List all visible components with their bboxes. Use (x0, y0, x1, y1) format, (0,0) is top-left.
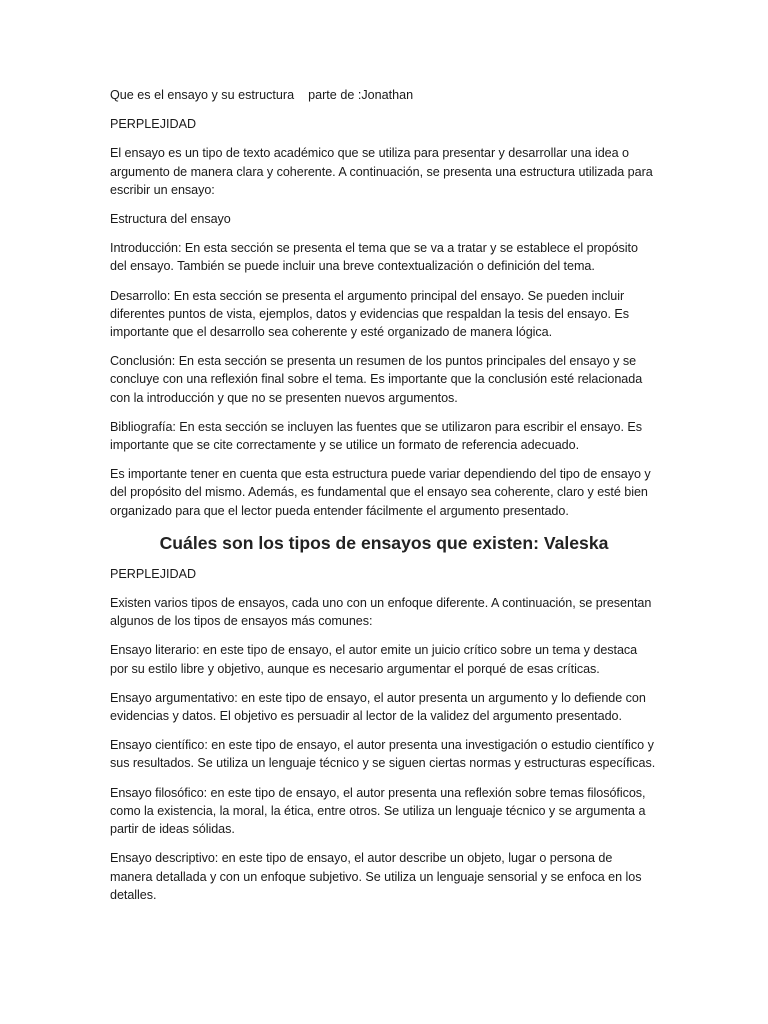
intro-paragraph: El ensayo es un tipo de texto académico que se utiliza para presentar y desarrollar una idea o argumento de manera clara y coherente. A continuación, se presenta una estructura utilizada para escribir un ensayo: (110, 146, 653, 197)
types-heading: Cuáles son los tipos de ensayos que existen: Valeska (159, 532, 609, 553)
argumentativo-paragraph: Ensayo argumentativo: en este tipo de ensayo, el autor presenta un argumento y lo defiende con evidencias y datos. El objetivo es persuadir al lector de la validez del argumento presentado. (110, 690, 646, 724)
bibliografia-paragraph: Bibliografía: En esta sección se incluyen las fuentes que se utilizaron para escribir el ensayo. Es importante que se cite correctamente y se utilice un formato de referencia adecuado. (110, 419, 642, 453)
types-intro-paragraph: Existen varios tipos de ensayos, cada uno con un enfoque diferente. A continuación, se presentan algunos de los tipos de ensayos más comunes: (110, 596, 652, 629)
cientifico-paragraph: Ensayo científico: en este tipo de ensayo, el autor presenta una investigación o estudio científico y sus resultados. Se utiliza un lenguaje técnico y se siguen ciertas normas y estructuras específicas. (110, 738, 656, 771)
desarrollo-paragraph: Desarrollo: En esta sección se presenta el argumento principal del ensayo. Se pueden incluir diferentes puntos de vista, ejemplos, datos y evidencias que respaldan la tesis del ensayo. Es importante que el desarrollo sea coherente y esté organizado de manera lógica. (110, 288, 629, 340)
descriptivo-paragraph: Ensayo descriptivo: en este tipo de ensayo, el autor describe un objeto, lugar o persona de manera detallada y con un enfoque subjetivo. Se utiliza un lenguaje sensorial y se enfoca en los detalles. (110, 851, 642, 902)
filosofico-paragraph: Ensayo filosófico: en este tipo de ensayo, el autor presenta una reflexión sobre temas filosóficos, como la existencia, la moral, la ética, entre otros. Se utiliza un lenguaje técnico y se argumenta a partir de ideas sólidas. (110, 785, 646, 837)
structure-subheading: Estructura del ensayo (110, 212, 231, 227)
closing-paragraph: Es importante tener en cuenta que esta estructura puede variar dependiendo del tipo de ensayo y del propósito del mismo. Además, es fundamental que el ensayo sea coherente, claro y esté bien organizado para que el lector pueda entender fácilmente el argumento presentado. (110, 467, 651, 518)
document-body (110, 86, 658, 915)
document-title-line (110, 86, 658, 104)
conclusion-paragraph: Conclusión: En esta sección se presenta un resumen de los puntos principales del ensayo y se concluye con una reflexión final sobre el tema. Es importante que la conclusión esté relacionada con la introducción y que no se presenten nuevos argumentos. (110, 354, 643, 405)
introduccion-paragraph: Introducción: En esta sección se presenta el tema que se va a tratar y se establece el propósito del ensayo. También se puede incluir una breve contextualización o definición del tema. (110, 241, 638, 274)
author-note: parte de :Jonathan (308, 88, 414, 102)
document-title: Que es el ensayo y su estructura (110, 88, 295, 102)
source-label-2: PERPLEJIDAD (110, 566, 197, 581)
literario-paragraph: Ensayo literario: en este tipo de ensayo, el autor emite un juicio crítico sobre un tema y destaca por su estilo libre y objetivo, aunque es necesario argumentar el porqué de esas críticas. (110, 643, 638, 676)
source-label: PERPLEJIDAD (110, 117, 197, 132)
